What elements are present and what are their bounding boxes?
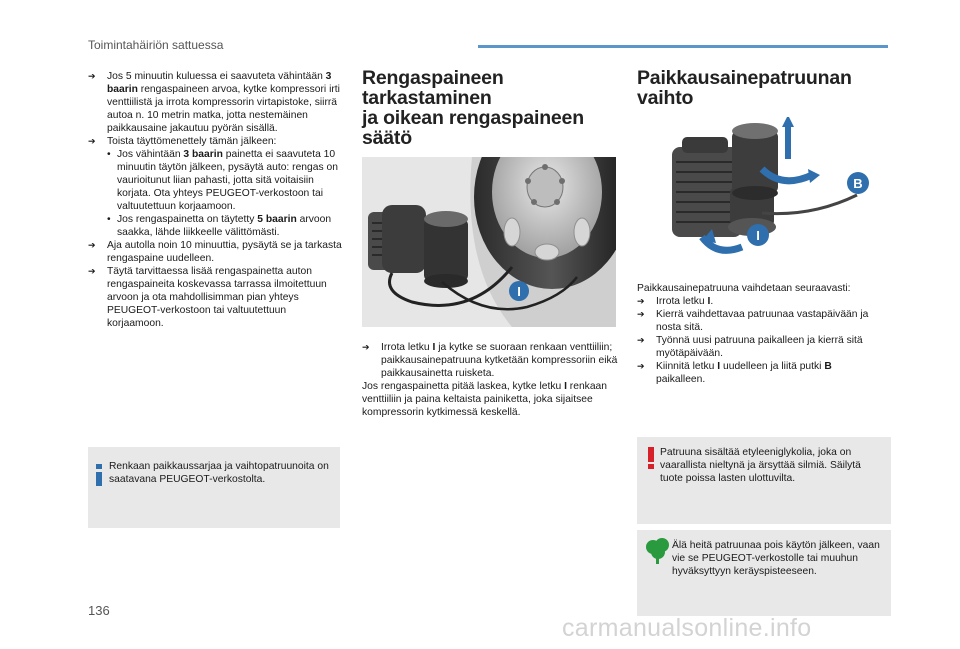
body-paragraph: Jos rengaspainetta pitää laskea, kytke letku I renkaan venttiiliin ja paina keltaista painiketta, joka sijaitsee kompressorin kytkimessä keskellä. <box>362 381 608 418</box>
list-item: ➔ Jos 5 minuutin kuluessa ei saavuteta vähintään 3 baarin rengaspaineen arvoa, kytke kompressori irti venttiilistä ja irrota kompressorin virtapistoke, siirrä autoa n. 10 metrin matka, jotta nestemäinen paikkausaine jakautuu pyörän sisällä. <box>88 71 340 134</box>
eco-box <box>637 530 891 616</box>
column-2-lower <box>362 341 618 419</box>
warning-box-text: Patruuna sisältää etyleeniglykolia, joka on vaarallista nieltynä ja ärsyttää silmiä. Säilytä tuote poissa lasten ulottuvilta. <box>660 447 861 484</box>
bullet-icon: ➔ <box>637 335 645 345</box>
header-rule <box>478 45 888 48</box>
info-box <box>88 447 340 528</box>
bullet-icon: ➔ <box>637 296 645 306</box>
intro-paragraph: Paikkausainepatruuna vaihdetaan seuraavasti: <box>637 283 851 294</box>
bullet-icon: ➔ <box>637 309 645 319</box>
marker-b-label: B <box>853 176 863 191</box>
column-3-lower <box>637 282 893 386</box>
bullet-icon: ➔ <box>88 266 96 276</box>
bullet-icon: ➔ <box>88 71 96 81</box>
info-icon <box>94 464 104 486</box>
list-item: ➔ Kierrä vaihdettavaa patruunaa vastapäivään ja nosta sitä. <box>637 309 869 333</box>
column-3 <box>637 68 893 118</box>
bullet-icon: ➔ <box>88 240 96 250</box>
watermark: carmanualsonline.info <box>562 614 812 642</box>
sub-list-item: • Jos vähintään 3 baarin painetta ei saavuteta 10 minuutin täytön jälkeen, pysäytä auto: rengas on vaurioitunut liian pahasti, jotta sitä voitaisiin korjata. Ota yhteys PEUGEOT-verkostoon tai valtuutettuun korjaamoon. <box>107 149 338 212</box>
bullet-icon: ➔ <box>637 361 645 371</box>
compressor-illustration <box>362 157 616 327</box>
leaf-icon <box>645 538 671 564</box>
warning-box <box>637 437 891 524</box>
column-1 <box>88 70 343 330</box>
list-item: ➔ Täytä tarvittaessa lisää rengaspainetta auton rengaspaineita koskevassa tarrassa ilmoitettuun arvoon ja ota mahdollisimman pian yhteys PEUGEOT-verkostoon tai valtuutettuun korjaamoon. <box>88 266 327 329</box>
list-item: ➔ Työnnä uusi patruuna paikalleen ja kierrä sitä myötäpäivään. <box>637 335 863 359</box>
list-item: ➔ Toista täyttömenettely tämän jälkeen: <box>88 136 277 147</box>
bullet-icon: ➔ <box>88 136 96 146</box>
section-heading: Rengaspaineen tarkastaminen ja oikean rengaspaineen säätö <box>362 67 584 149</box>
list-item: ➔ Kiinnitä letku I uudelleen ja liitä putki B paikalleen. <box>637 361 832 385</box>
cartridge-illustration <box>662 117 878 267</box>
eco-box-text: Älä heitä patruunaa pois käytön jälkeen, vaan vie se PEUGEOT-verkostolle tai muuhun hyväksyttyyn keräyspisteeseen. <box>672 540 880 577</box>
list-item: ➔ Irrota letku I. <box>637 296 714 307</box>
list-item: ➔ Aja autolla noin 10 minuuttia, pysäytä se ja tarkasta rengaspaine uudelleen. <box>88 240 342 264</box>
page-number: 136 <box>88 603 110 618</box>
section-heading: Paikkausainepatruunan vaihto <box>637 67 852 109</box>
marker-i-label: I <box>517 284 521 299</box>
info-box-text: Renkaan paikkaussarjaa ja vaihtopatruunoita on saatavana PEUGEOT-verkostolta. <box>109 461 329 485</box>
list-item: ➔ Irrota letku I ja kytke se suoraan renkaan venttiiliin; paikkausainepatruuna kytketään kompressoriin eikä paikkausainetta ruisketa. <box>362 342 618 379</box>
bullet-icon: ➔ <box>362 342 370 352</box>
sub-list-item: • Jos rengaspainetta on täytetty 5 baarin arvoon saakka, lähde liikkeelle välittömästi. <box>107 214 332 238</box>
marker-i-label: I <box>756 228 760 243</box>
section-title: Toimintahäiriön sattuessa <box>88 38 224 52</box>
warning-icon <box>647 447 655 469</box>
